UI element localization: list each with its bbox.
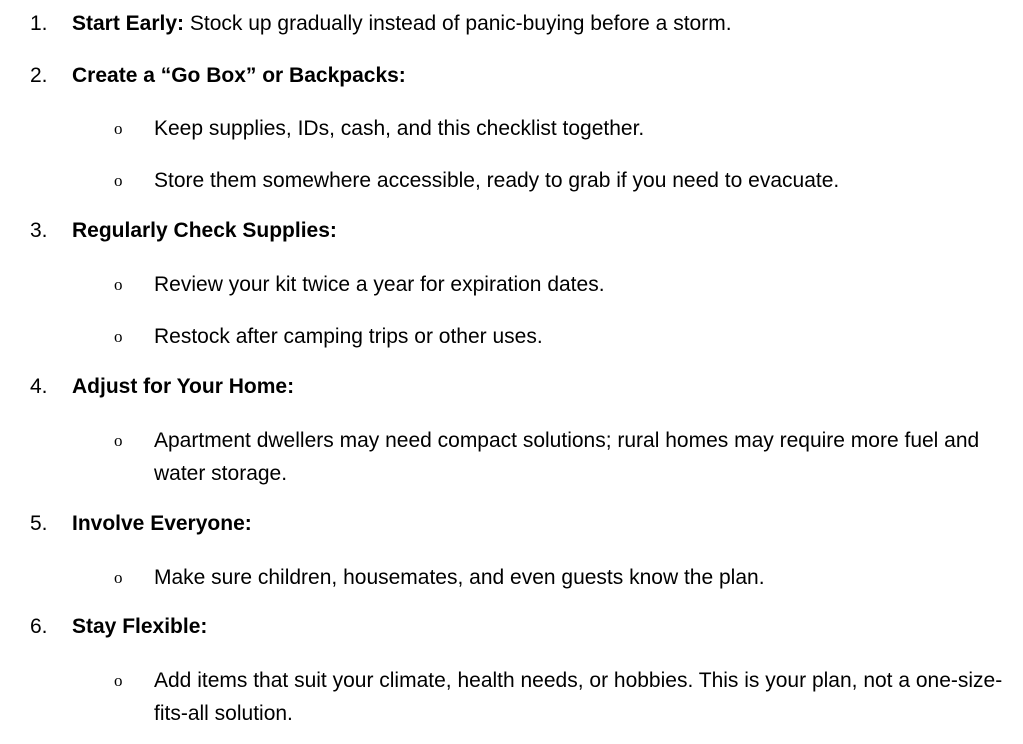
bullet-marker: o — [114, 171, 123, 190]
bullet-text: Apartment dwellers may need compact solutions; rural homes may require more fuel and water storage. — [154, 429, 980, 485]
item-number: 3. — [30, 219, 48, 242]
bullet-text: Review your kit twice a year for expiration dates. — [154, 273, 605, 296]
item-number: 6. — [30, 615, 48, 638]
bullet-text: Store them somewhere accessible, ready to grab if you need to evacuate. — [154, 169, 840, 192]
bullet-text: Make sure children, housemates, and even guests know the plan. — [154, 566, 765, 589]
bullet-marker: o — [114, 568, 123, 587]
item-number: 5. — [30, 512, 48, 535]
bullet-marker: o — [114, 431, 123, 450]
item-number: 1. — [30, 12, 48, 35]
item-title: Adjust for Your Home: — [72, 375, 295, 398]
item-text: Stock up gradually instead of panic-buying before a storm. — [184, 12, 732, 35]
item-number: 4. — [30, 375, 48, 398]
item-number: 2. — [30, 64, 48, 87]
bullet-marker: o — [114, 275, 123, 294]
item-title: Regularly Check Supplies: — [72, 219, 337, 242]
bullet-marker: o — [114, 119, 123, 138]
item-title-bold: Start Early: — [72, 12, 185, 35]
bullet-text: Keep supplies, IDs, cash, and this checklist together. — [154, 117, 645, 140]
item-title: Involve Everyone: — [72, 512, 252, 535]
bullet-marker: o — [114, 327, 123, 346]
item-title: Create a “Go Box” or Backpacks: — [72, 64, 406, 87]
bullet-marker: o — [114, 671, 123, 690]
item-title — [72, 9, 732, 39]
item-title: Stay Flexible: — [72, 615, 208, 638]
bullet-text: Add items that suit your climate, health needs, or hobbies. This is your plan, not a one-size-fits-all solution. — [154, 669, 1003, 725]
bullet-text: Restock after camping trips or other uses. — [154, 325, 543, 348]
